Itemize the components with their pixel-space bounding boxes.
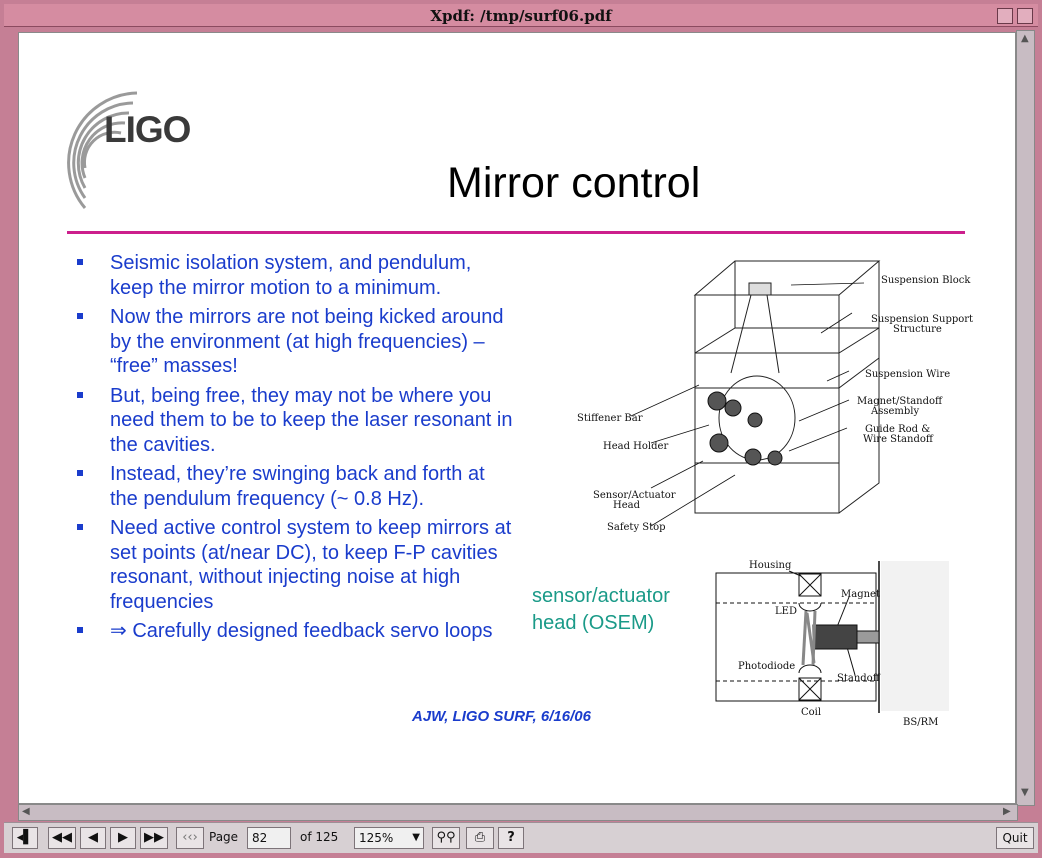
page-number-input[interactable]: 82: [247, 827, 291, 849]
label-magnet-standoff-1: Magnet/Standoff: [857, 396, 943, 407]
label-led: LED: [775, 606, 797, 617]
minimize-button[interactable]: [997, 8, 1013, 24]
label-magnet: Magnet: [841, 589, 880, 600]
label-guide-rod-2: Wire Standoff: [863, 434, 933, 445]
label-guide-rod-1: Guide Rod &: [865, 424, 931, 435]
next-page-icon[interactable]: ▶: [110, 827, 136, 849]
scroll-left-icon[interactable]: ◀: [22, 806, 30, 817]
label-stiffener-bar: Stiffener Bar: [577, 413, 643, 424]
previous-page-icon[interactable]: ◀: [80, 827, 106, 849]
page-viewport: [18, 32, 1016, 804]
bullet-item: Now the mirrors are not being kicked around by the environment (at high frequencies) – “free” masses!: [77, 305, 517, 379]
label-head-holder: Head Holder: [603, 441, 669, 452]
label-sensor-head-1: Sensor/Actuator: [593, 490, 676, 501]
label-safety-stop: Safety Stop: [607, 522, 666, 533]
chevron-down-icon: ▼: [412, 832, 420, 843]
back-forward-icon[interactable]: ‹‹›: [176, 827, 204, 849]
first-page-icon[interactable]: ◀◀: [48, 827, 76, 849]
bullet-item: But, being free, they may not be where you need them to be to keep the laser resonant in the cavities.: [77, 384, 517, 458]
bullet-item: Instead, they’re swinging back and forth at the pendulum frequency (~ 0.8 Hz).: [77, 462, 517, 511]
label-photodiode: Photodiode: [738, 661, 796, 672]
bullet-list: [77, 251, 517, 649]
page-label: Page: [209, 830, 239, 844]
title-bar[interactable]: [4, 4, 1038, 27]
page-count-label: of 125: [300, 830, 339, 844]
find-binoculars-icon[interactable]: ⚲⚲: [432, 827, 460, 849]
label-sensor-head-2: Head: [613, 500, 641, 511]
ligo-logo-text: LIGO: [104, 109, 191, 150]
print-icon[interactable]: ⎙: [466, 827, 494, 849]
bottom-toolbar: [4, 822, 1038, 853]
osem-caption-line2: head (OSEM): [532, 612, 655, 634]
zoom-select[interactable]: [354, 827, 424, 849]
zoom-value: 125%: [359, 831, 394, 845]
window-title: Xpdf: /tmp/surf06.pdf: [430, 7, 612, 25]
slide-title: Mirror control: [447, 159, 701, 207]
label-suspension-block: Suspension Block: [881, 275, 971, 286]
label-bsrm: BS/RM: [903, 717, 939, 728]
help-button[interactable]: ?: [498, 827, 524, 849]
label-support-structure-2: Structure: [893, 324, 942, 335]
label-support-structure-1: Suspension Support: [871, 314, 974, 325]
slide-footer: AJW, LIGO SURF, 6/16/06: [412, 708, 591, 725]
quit-button[interactable]: Quit: [996, 827, 1034, 849]
toggle-sidebar-button[interactable]: ◂▌: [12, 827, 38, 849]
scroll-up-icon[interactable]: ▲: [1021, 33, 1029, 44]
scroll-down-icon[interactable]: ▼: [1021, 787, 1029, 798]
bullet-item: Need active control system to keep mirrors at set points (at/near DC), to keep F-P cavities resonant, without injecting noise at high frequencies: [77, 516, 517, 614]
label-suspension-wire: Suspension Wire: [865, 369, 951, 380]
label-standoff: Standoff: [837, 673, 880, 684]
bullet-item: Seismic isolation system, and pendulum, keep the mirror motion to a minimum.: [77, 251, 517, 300]
osem-caption-line1: sensor/actuator: [532, 585, 670, 607]
suspension-diagram: [539, 233, 979, 728]
label-coil: Coil: [801, 707, 822, 718]
bullet-item: ⇒ Carefully designed feedback servo loops: [77, 619, 517, 644]
label-magnet-standoff-2: Assembly: [871, 406, 920, 417]
label-housing: Housing: [749, 560, 792, 571]
horizontal-scrollbar[interactable]: [18, 804, 1018, 821]
vertical-scrollbar[interactable]: [1016, 30, 1035, 806]
last-page-icon[interactable]: ▶▶: [140, 827, 168, 849]
maximize-button[interactable]: [1017, 8, 1033, 24]
scroll-right-icon[interactable]: ▶: [1003, 806, 1011, 817]
